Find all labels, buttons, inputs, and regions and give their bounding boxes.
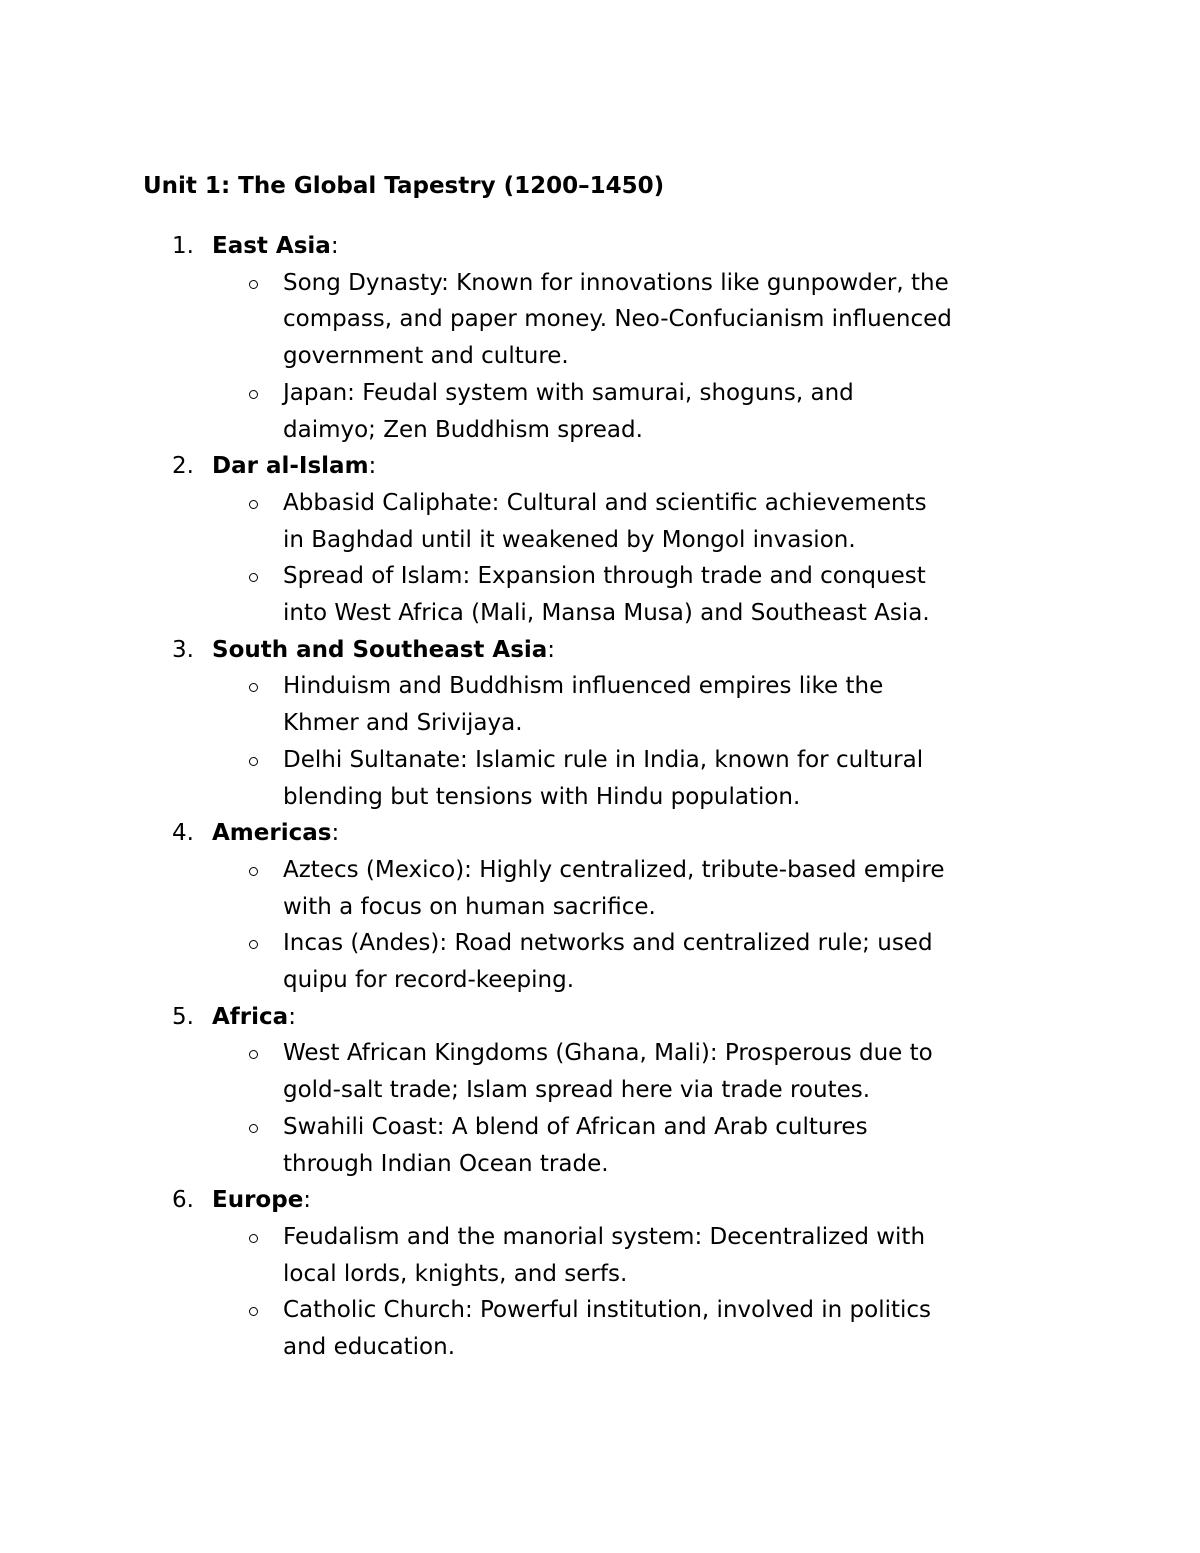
- section-africa: [172, 999, 1072, 1183]
- list-item: [172, 1109, 953, 1182]
- hollow-circle-bullet-icon: [249, 1124, 258, 1133]
- hollow-circle-bullet-icon: [249, 757, 258, 766]
- bullet-text: West African Kingdoms (Ghana, Mali): Prosperous due to gold-salt trade; Islam spread here via trade routes.: [283, 1040, 933, 1104]
- bullet-text: Incas (Andes): Road networks and centralized rule; used quipu for record-keeping.: [283, 930, 933, 993]
- section-list: [172, 228, 1072, 1366]
- section-americas: [172, 815, 1072, 999]
- list-item: [172, 1035, 953, 1108]
- section-number: 4.: [172, 820, 194, 847]
- section-europe: [172, 1182, 1072, 1366]
- section-heading: Europe: [212, 1187, 304, 1214]
- list-item: [172, 1292, 953, 1365]
- bullet-text: Song Dynasty: Known for innovations like gunpowder, the compass, and paper money. Neo-Confucianism influenced government and culture.: [283, 269, 952, 370]
- section-header: [172, 999, 1072, 1036]
- section-header: [172, 1182, 1072, 1219]
- section-heading-colon: :: [303, 1187, 312, 1214]
- section-heading-colon: :: [368, 453, 377, 480]
- list-item: [172, 852, 953, 925]
- bullet-list: [172, 265, 1072, 449]
- hollow-circle-bullet-icon: [249, 867, 258, 876]
- bullet-list: [172, 668, 1072, 815]
- hollow-circle-bullet-icon: [249, 1050, 258, 1059]
- section-heading: East Asia: [212, 233, 331, 259]
- hollow-circle-bullet-icon: [249, 280, 258, 289]
- list-item: [172, 925, 953, 998]
- bullet-text: Aztecs (Mexico): Highly centralized, tribute-based empire with a focus on human sacrifice.: [283, 856, 945, 920]
- document-title: Unit 1: The Global Tapestry (1200–1450): [143, 173, 665, 199]
- list-item: [172, 1219, 953, 1292]
- hollow-circle-bullet-icon: [249, 390, 258, 399]
- hollow-circle-bullet-icon: [249, 573, 258, 582]
- bullet-text: Delhi Sultanate: Islamic rule in India, known for cultural blending but tensions with Hindu population.: [283, 746, 924, 810]
- bullet-text: Abbasid Caliphate: Cultural and scientific achievements in Baghdad until it weakened by Mongol invasion.: [283, 489, 927, 553]
- section-south-southeast-asia: [172, 632, 1072, 816]
- section-header: [172, 815, 1072, 852]
- list-item: [172, 265, 953, 375]
- bullet-text: Feudalism and the manorial system: Decentralized with local lords, knights, and serfs.: [283, 1223, 926, 1287]
- bullet-list: [172, 852, 1072, 999]
- section-heading-colon: :: [330, 233, 339, 259]
- section-number: 5.: [172, 1003, 194, 1030]
- section-east-asia: [172, 228, 1072, 448]
- section-number: 3.: [172, 636, 194, 663]
- section-heading: Africa: [212, 1003, 289, 1030]
- section-dar-al-islam: [172, 448, 1072, 632]
- bullet-list: [172, 485, 1072, 632]
- section-heading-colon: :: [331, 820, 340, 847]
- section-header: [172, 448, 1072, 485]
- hollow-circle-bullet-icon: [249, 940, 258, 949]
- list-item: [172, 558, 953, 631]
- section-number: 6.: [172, 1187, 194, 1214]
- bullet-text: Swahili Coast: A blend of African and Arab cultures through Indian Ocean trade.: [283, 1113, 868, 1177]
- bullet-text: Japan: Feudal system with samurai, shoguns, and daimyo; Zen Buddhism spread.: [283, 379, 854, 443]
- section-number: 1.: [172, 233, 194, 259]
- bullet-list: [172, 1219, 1072, 1366]
- section-header: [172, 632, 1072, 669]
- list-item: [172, 375, 953, 448]
- section-header: [172, 228, 1072, 265]
- hollow-circle-bullet-icon: [249, 500, 258, 509]
- section-heading-colon: :: [288, 1003, 296, 1030]
- section-heading: Americas: [212, 820, 332, 847]
- hollow-circle-bullet-icon: [249, 1307, 258, 1316]
- hollow-circle-bullet-icon: [249, 1234, 258, 1243]
- bullet-text: Catholic Church: Powerful institution, involved in politics and education.: [283, 1297, 932, 1360]
- bullet-text: Hinduism and Buddhism influenced empires like the Khmer and Srivijaya.: [283, 673, 884, 737]
- bullet-text: Spread of Islam: Expansion through trade and conquest into West Africa (Mali, Mansa Musa) and Southeast Asia.: [283, 563, 930, 626]
- bullet-list: [172, 1035, 1072, 1182]
- list-item: [172, 485, 953, 558]
- section-number: 2.: [172, 453, 194, 480]
- list-item: [172, 742, 953, 815]
- section-heading-colon: :: [547, 636, 556, 663]
- hollow-circle-bullet-icon: [249, 683, 258, 692]
- section-heading: Dar al-Islam: [212, 453, 369, 480]
- section-heading: South and Southeast Asia: [212, 636, 548, 663]
- list-item: [172, 668, 953, 741]
